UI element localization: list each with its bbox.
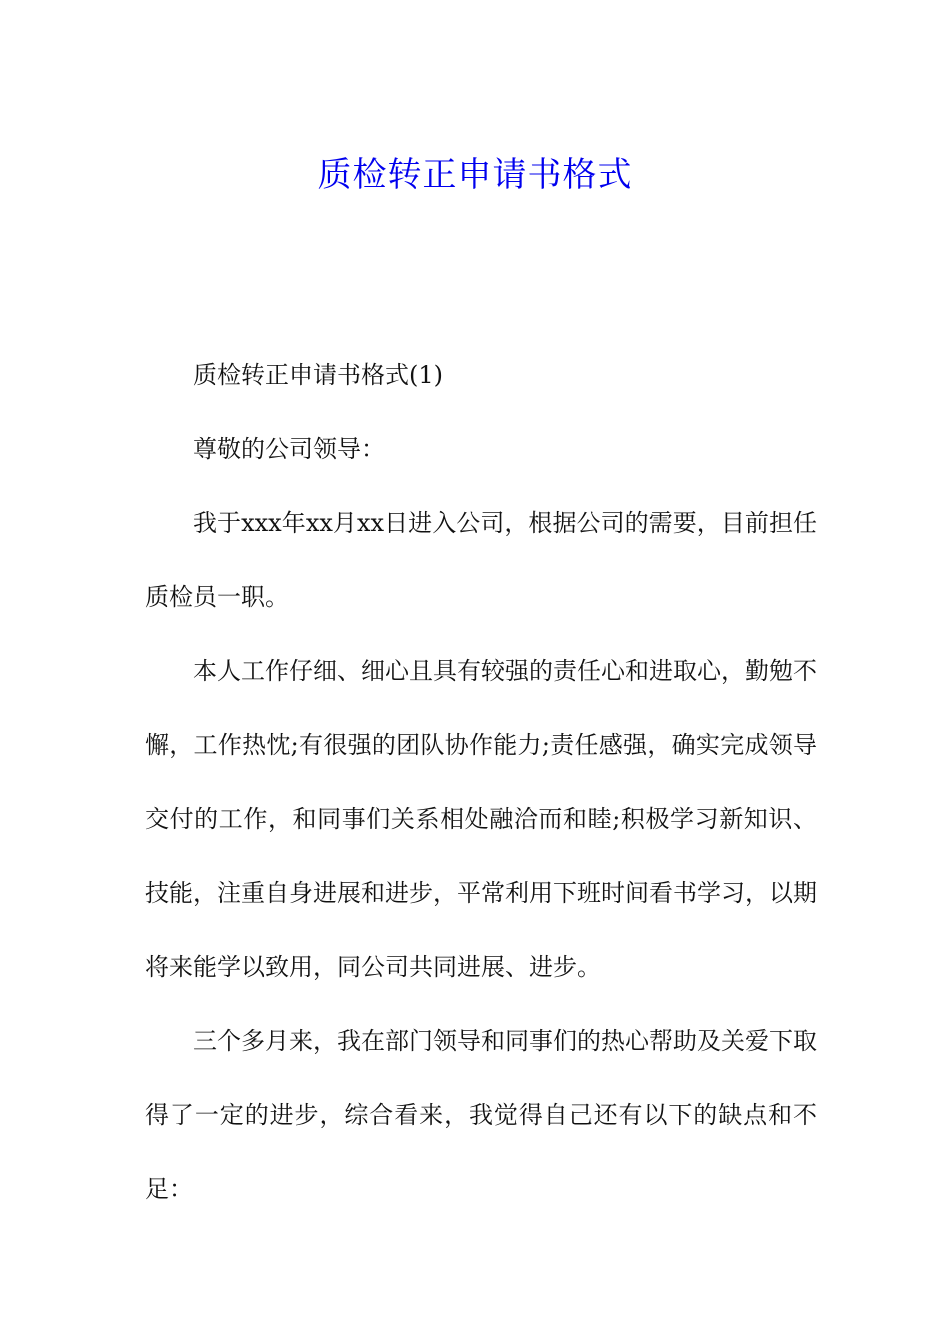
document-body (145, 338, 817, 1226)
document-title: 质检转正申请书格式 (317, 154, 633, 195)
paragraph-intro: 我于xxx年xx月xx日进入公司，根据公司的需要，目前担任质检员一职。 (145, 509, 817, 611)
paragraph-shortcomings-intro: 三个多月来，我在部门领导和同事们的热心帮助及关爱下取得了一定的进步，综合看来，我觉得自己还有以下的缺点和不足： (145, 1027, 817, 1203)
paragraph-self-assessment: 本人工作仔细、细心且具有较强的责任心和进取心，勤勉不懈，工作热忱;有很强的团队协作能力;责任感强，确实完成领导交付的工作，和同事们关系相处融洽而和睦;积极学习新知识、技能，注重自身进展和进步，平常利用下班时间看书学习，以期将来能学以致用，同公司共同进展、进步。 (145, 657, 817, 981)
salutation: 尊敬的公司领导： (193, 435, 385, 463)
section-heading: 质检转正申请书格式(1) (193, 361, 443, 389)
